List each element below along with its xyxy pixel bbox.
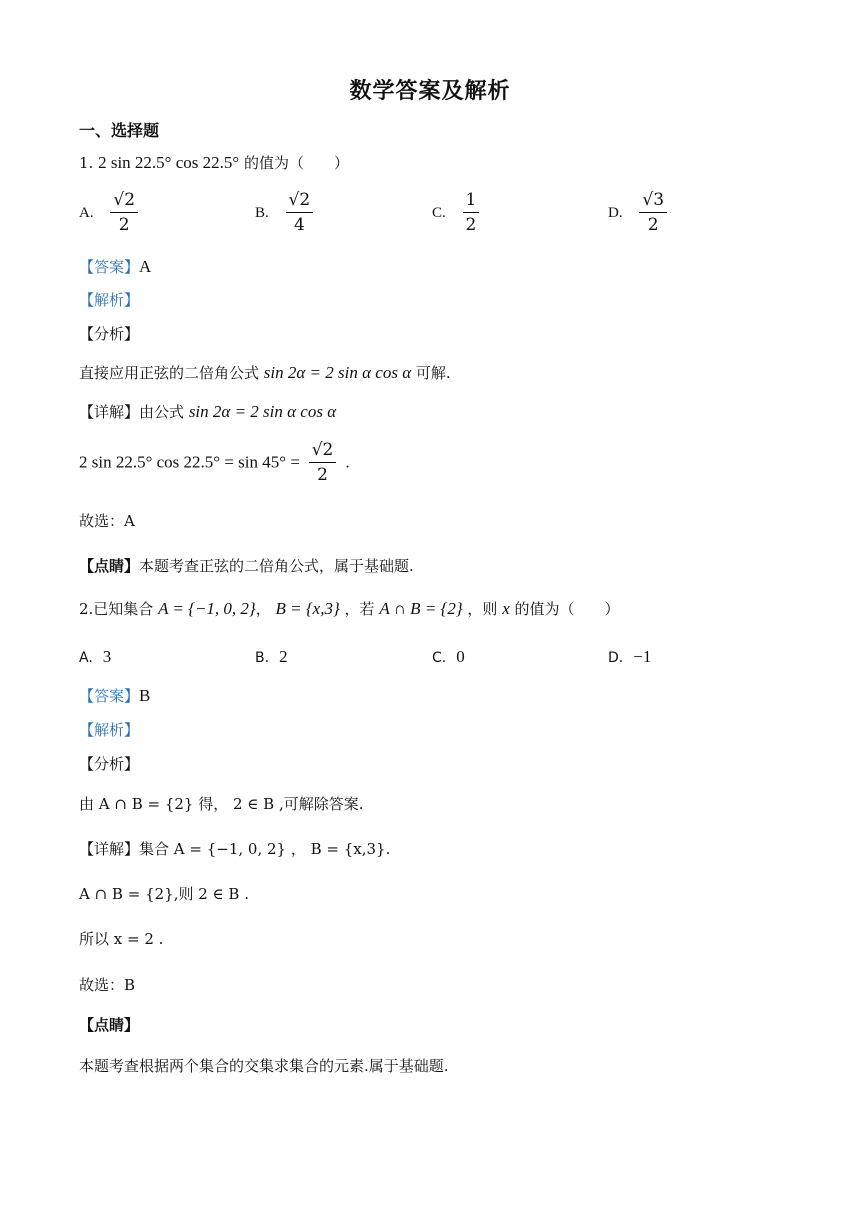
calc-end: .: [345, 453, 350, 472]
q2-fenxi-tag: 【分析】: [79, 755, 140, 773]
option-value: −1: [633, 647, 652, 666]
option-letter: B.: [255, 650, 270, 666]
q2-suffix: 的值为（ ）: [514, 600, 620, 618]
q2-option-d: [608, 647, 651, 667]
q1-xiangjie-line: [79, 401, 336, 422]
q2-condition-text: ，若: [344, 600, 380, 618]
xiangjie-text: 由公式: [139, 403, 185, 421]
q2-xiangjie-line: [79, 838, 390, 859]
calc-fraction: [309, 440, 337, 485]
q2-then-text: ，则: [467, 600, 503, 618]
xiangjie-tag: 【详解】: [79, 840, 140, 858]
q2-set-a: A = {−1, 0, 2}: [158, 599, 256, 618]
q2-answer-line: [79, 685, 150, 706]
fraction-numerator: 1: [463, 190, 480, 213]
option-fraction: [639, 190, 667, 235]
question-1-expression: 2 sin 22.5° cos 22.5°: [98, 153, 240, 172]
answer-value: A: [139, 257, 152, 276]
q1-calculation: [79, 440, 350, 485]
q1-choice: 故选：A: [79, 512, 135, 530]
q2-dianjing-text: 本题考查根据两个集合的交集求集合的元素.属于基础题.: [79, 1057, 449, 1075]
q2-intersection: A ∩ B = {2}: [379, 599, 463, 618]
question-1-number: 1.: [79, 154, 94, 172]
fraction-denominator: 2: [647, 215, 659, 235]
q1-dianjing: [79, 555, 414, 576]
q2-option-b: [255, 647, 288, 667]
option-fraction: [286, 190, 314, 235]
option-letter: A.: [79, 650, 93, 666]
question-1-suffix: 的值为（ ）: [243, 154, 349, 172]
q2-line-2: A ∩ B = {2},则 2 ∈ B .: [79, 885, 249, 903]
q2-choice: 故选：B: [79, 976, 136, 994]
dianjing-tag: 【点睛】: [79, 557, 140, 575]
option-letter: B.: [255, 204, 269, 221]
q1-fenxi-line: [79, 362, 451, 383]
q2-line-3: 所以 x = 2 .: [79, 930, 164, 948]
fraction-denominator: 2: [465, 215, 477, 235]
fraction-denominator: 2: [118, 215, 130, 235]
answer-tag: 【答案】: [79, 687, 140, 705]
fraction-numerator: √2: [286, 190, 314, 213]
q1-option-b: [255, 190, 317, 235]
xiangjie-text: 集合 A = {−1, 0, 2} ， B = {x,3}.: [139, 840, 391, 858]
fraction-denominator: 4: [293, 215, 305, 235]
option-value: 3: [102, 647, 112, 666]
calc-left: 2 sin 22.5° cos 22.5° = sin 45° =: [79, 452, 300, 472]
answer-value: B: [139, 686, 151, 705]
option-letter: C.: [432, 204, 446, 221]
q2-analysis-tag: 【解析】: [79, 721, 140, 739]
q1-analysis-tag: 【解析】: [79, 291, 140, 309]
fenxi-text: 直接应用正弦的二倍角公式: [79, 364, 260, 382]
fenxi-formula: sin 2α = 2 sin α cos α: [263, 363, 412, 382]
q2-fenxi-line: 由 A ∩ B = {2} 得， 2 ∈ B ,可解除答案.: [79, 795, 364, 813]
fenxi-text-end: 可解.: [415, 364, 451, 382]
fraction-numerator: √2: [110, 190, 138, 213]
option-fraction: [110, 190, 138, 235]
option-letter: A.: [79, 204, 94, 221]
q1-option-c: [432, 190, 483, 235]
fraction-denominator: 2: [317, 465, 328, 485]
option-letter: D.: [608, 204, 623, 221]
question-2-stem: 2.已知集合 A = {−1, 0, 2}， B = {x,3} ，若 A ∩ B = {2} ，则 x 的值为（ ）: [79, 599, 620, 618]
section-heading: 一、选择题: [79, 121, 160, 140]
page-title: 数学答案及解析: [349, 78, 511, 104]
q1-answer-line: [79, 256, 151, 277]
option-value: 0: [456, 647, 465, 666]
q2-set-b: B = {x,3}: [275, 599, 340, 618]
option-letter: D.: [608, 650, 624, 666]
answer-tag: 【答案】: [79, 258, 140, 276]
q2-x: x: [502, 599, 510, 618]
q1-fenxi-tag: 【分析】: [79, 325, 140, 343]
dianjing-text: 本题考查正弦的二倍角公式，属于基础题.: [139, 557, 414, 575]
q1-option-a: [79, 190, 142, 235]
q1-option-d: [608, 190, 671, 235]
question-1-stem: [79, 152, 349, 173]
q2-prefix: 2.已知集合: [79, 600, 159, 618]
q2-option-a: [79, 647, 111, 667]
option-value: 2: [279, 647, 288, 666]
q2-option-c: [432, 647, 465, 667]
option-fraction: [463, 190, 480, 235]
fraction-numerator: √3: [639, 190, 667, 213]
q2-dianjing-tag: 【点睛】: [79, 1016, 140, 1034]
xiangjie-formula: sin 2α = 2 sin α cos α: [188, 402, 337, 421]
option-letter: C.: [432, 650, 447, 666]
xiangjie-tag: 【详解】: [79, 403, 140, 421]
fraction-numerator: √2: [309, 440, 337, 463]
